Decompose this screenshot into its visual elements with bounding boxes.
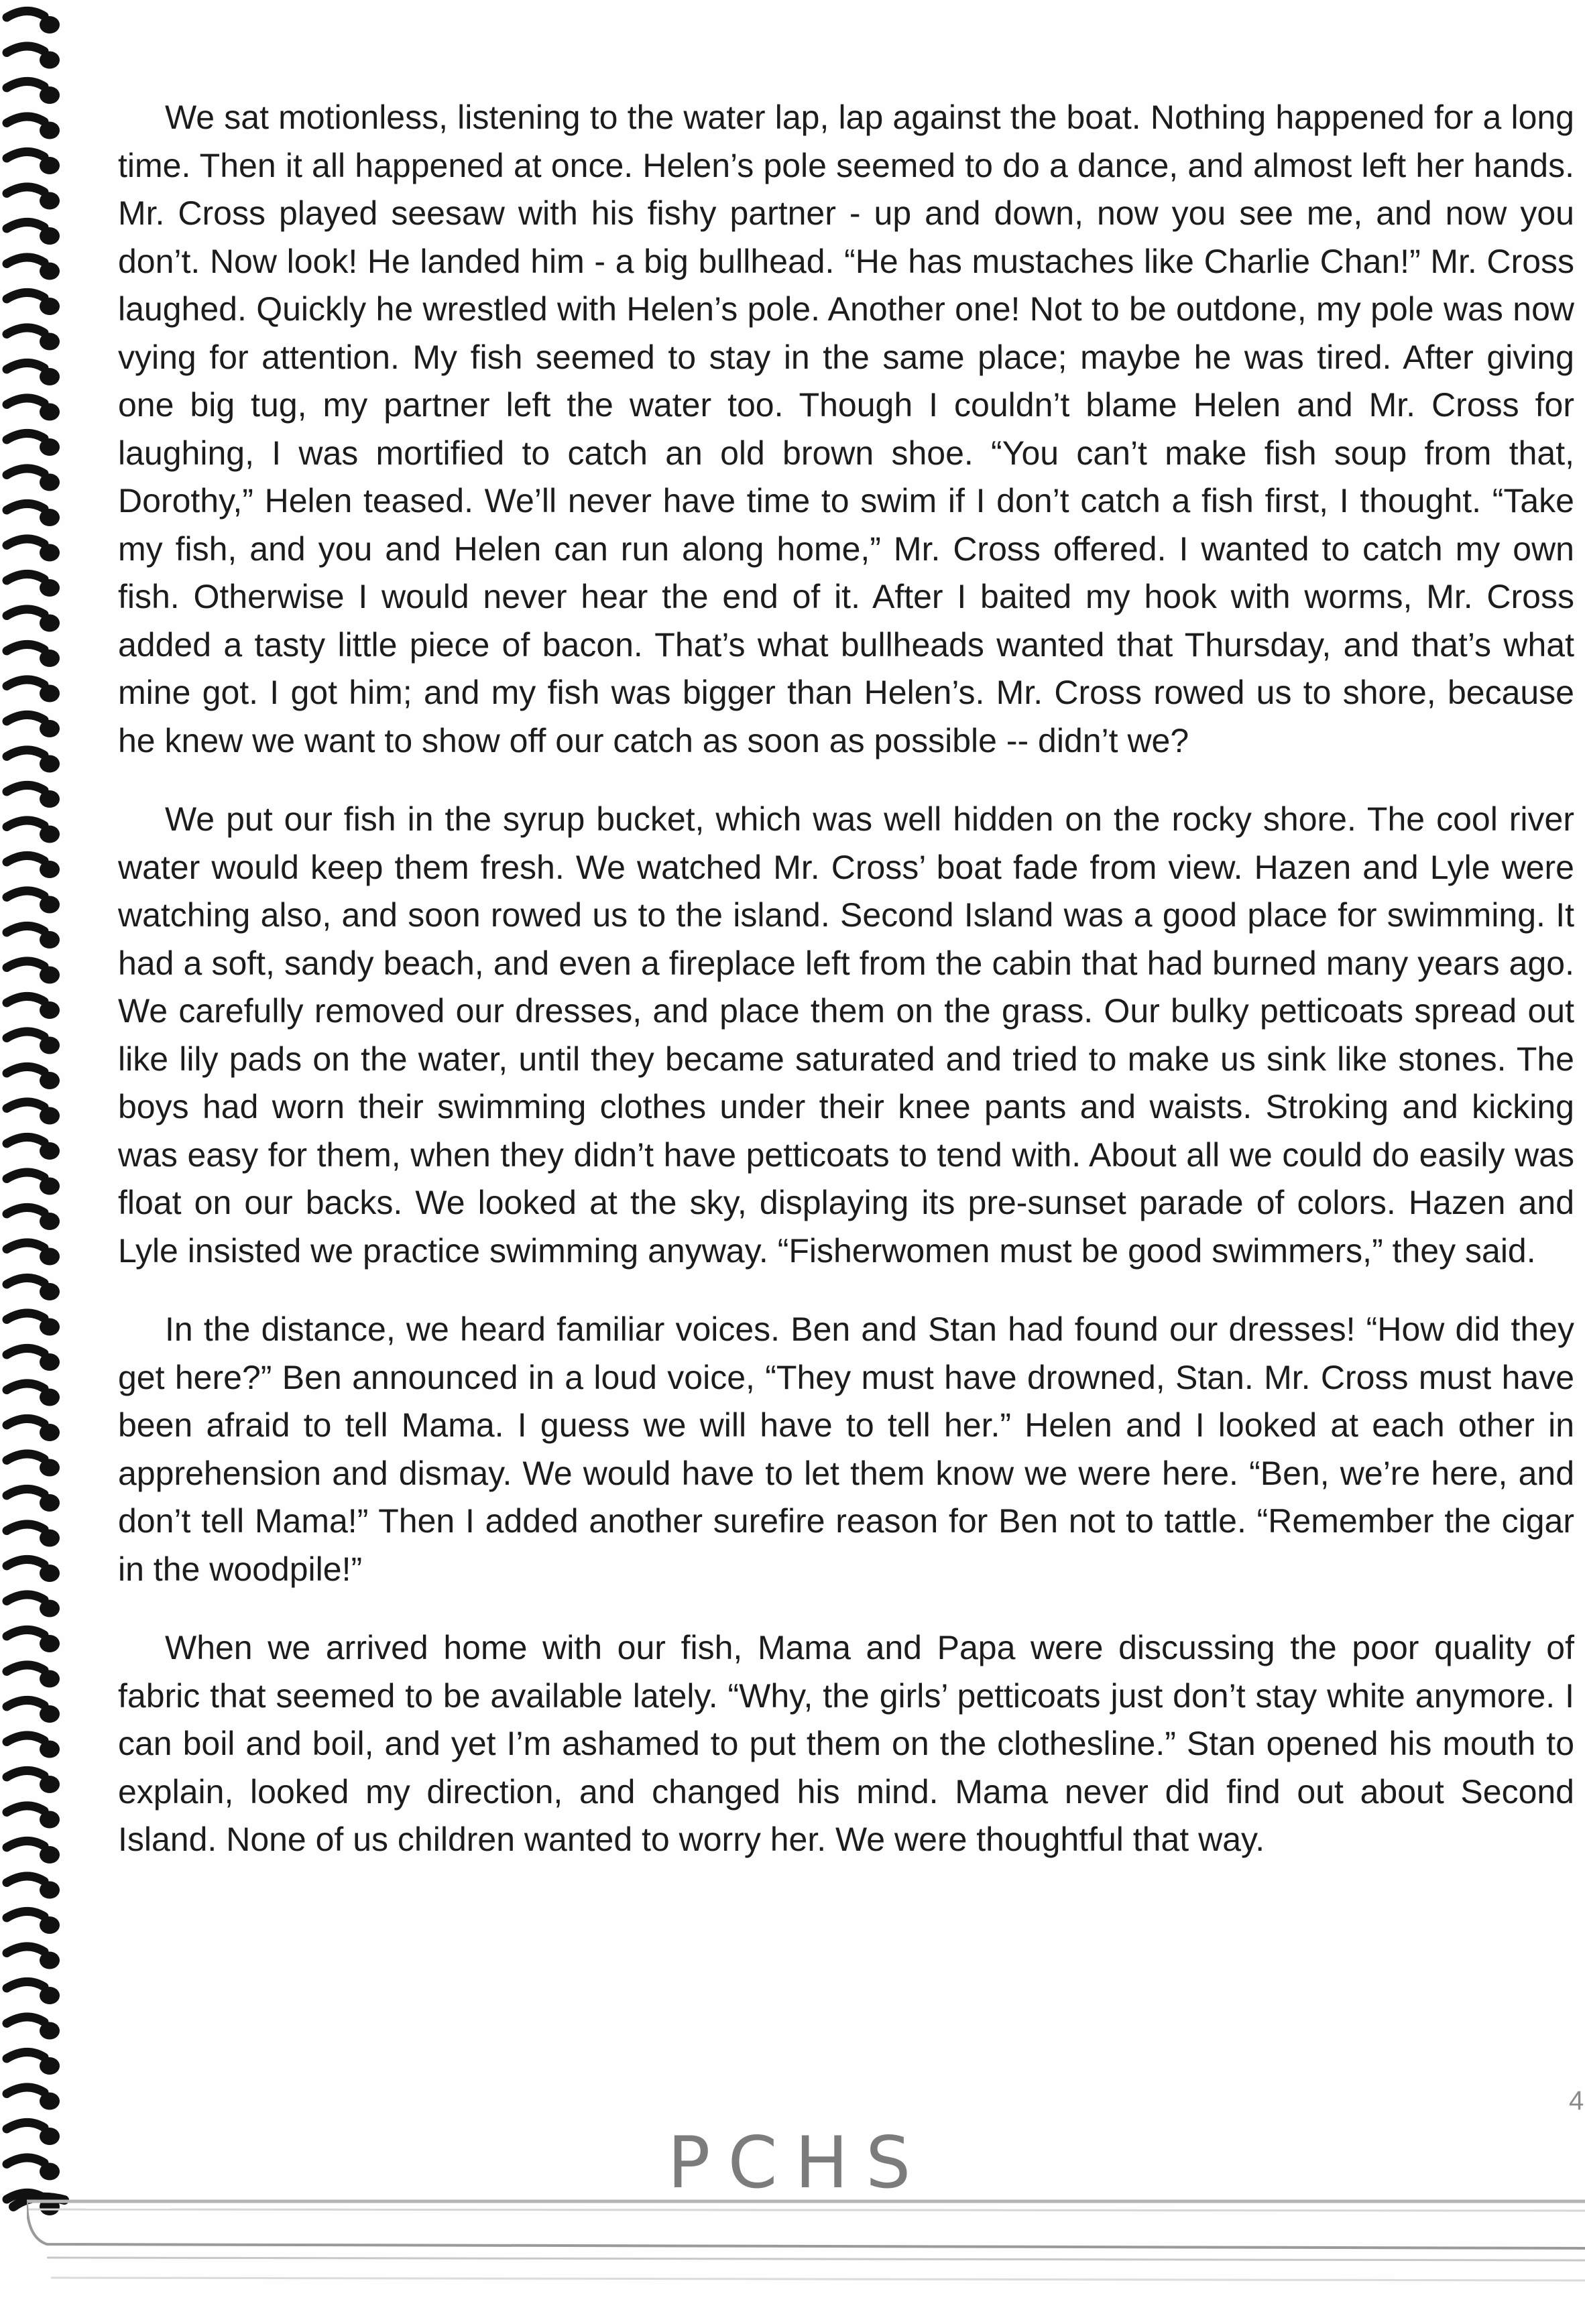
binding-coil (7, 222, 60, 245)
binding-coil (7, 257, 60, 280)
binding-coil (7, 1770, 60, 1793)
binding-coil (7, 926, 60, 949)
binding-coil (7, 891, 60, 914)
binding-coil (7, 469, 60, 491)
spiral-binding-icon (0, 0, 74, 2239)
binding-coil (7, 1700, 60, 1723)
binding-coil (7, 2052, 60, 2075)
body-text (118, 94, 1574, 1864)
binding-coil (7, 1418, 60, 1441)
binding-coil (7, 503, 60, 526)
binding-coil (7, 2158, 60, 2181)
footer-logo-pchs: PCHS (667, 2122, 929, 2204)
binding-coil (7, 1665, 60, 1688)
binding-coil (7, 1066, 60, 1089)
binding-coil (7, 1524, 60, 1547)
binding-coil (7, 363, 60, 385)
binding-coil (7, 1595, 60, 1617)
binding-coil (7, 996, 60, 1019)
binding-coil (7, 1981, 60, 2004)
binding-coil (7, 1032, 60, 1054)
binding-coil (7, 855, 60, 878)
binding-coil (7, 820, 60, 843)
binding-coil (7, 609, 60, 632)
binding-coil (7, 1806, 60, 1829)
binding-coil (7, 81, 60, 104)
binding-coil (7, 644, 60, 667)
binding-coil (7, 46, 60, 69)
binding-coil (7, 433, 60, 456)
page-number: 4 (1569, 2086, 1584, 2116)
binding-coil (7, 1102, 60, 1125)
binding-coil (7, 2087, 60, 2110)
binding-coil (7, 1384, 60, 1406)
paragraph-arrived-home: When we arrived home with our fish, Mama and Papa were discussing the poor quality of fabric that seemed to be available lately. “Why, the girls’ petticoats just don’t stay white anymore. I can boil and boil, and yet I’m ashamed to put them on the clothesline.” Stan opened his mouth to explain, looked my direction, and changed his mind. Mama never did find out about Second Island. None of us children wanted to worry her. We were thoughtful that way. (118, 1629, 1574, 1858)
binding-coil (7, 1735, 60, 1758)
binding-coil (7, 1243, 60, 1266)
binding-coil (7, 680, 60, 702)
paragraph-fishing-trip: We sat motionless, listening to the water lap, lap against the boat. Nothing happened for a long time. Then it all happened at once. Helen’s pole seemed to do a dance, and almost left her hands. Mr. Cross played seesaw with his fishy partner - up and down, now you see me, and now you don’t. Now look! He landed him - a big bullhead. “He has mustaches like Charlie Chan!” Mr. Cross laughed. Quickly he wrestled with Helen’s pole. Another one! Not to be outdone, my pole was now vying for attention. My fish seemed to stay in the same place; maybe he was tired. After giving one big tug, my partner left the water too. Though I couldn’t blame Helen and Mr. Cross for laughing, I was mortified to catch an old brown shoe. “You can’t make fish soup from that, Dorothy,” Helen teased. We’ll never have time to swim if I don’t catch a fish first, I thought. “Take my fish, and you and Helen can run along home,” Mr. Cross offered. I wanted to catch my own fish. Otherwise I would never hear the end of it. After I baited my hook with worms, Mr. Cross added a tasty little piece of bacon. That’s what bullheads wanted that Thursday, and that’s what mine got. I got him; and my fish was bigger than Helen’s. Mr. Cross rowed us to shore, because he knew we want to show off our catch as soon as possible -- didn’t we? (118, 99, 1574, 759)
binding-coil (7, 151, 60, 174)
binding-coil (7, 1348, 60, 1371)
binding-coil (7, 1911, 60, 1934)
binding-coil (7, 1454, 60, 1477)
binding-coil (7, 1947, 60, 1969)
binding-coil (7, 11, 60, 34)
binding-coil (7, 574, 60, 597)
binding-coil (7, 1559, 60, 1582)
binding-coil (7, 1207, 60, 1230)
binding-coil (7, 1137, 60, 1160)
binding-coil (7, 1489, 60, 1512)
page-bottom-edge (27, 2191, 1585, 2324)
binding-coil (7, 292, 60, 315)
paragraph-second-island: We put our fish in the syrup bucket, which was well hidden on the rocky shore. The cool river water would keep them fresh. We watched Mr. Cross’ boat fade from view. Hazen and Lyle were watching also, and soon rowed us to the island. Second Island was a good place for swimming. It had a soft, sandy beach, and even a fireplace left from the cabin that had burned many years ago. We carefully removed our dresses, and place them on the grass. Our bulky petticoats spread out like lily pads on the water, until they became saturated and tried to make us sink like stones. The boys had worn their swimming clothes under their knee pants and waists. Stroking and kicking was easy for them, when they didn’t have petticoats to tend with. About all we could do easily was float on our backs. We looked at the sky, displaying its pre-sunset parade of colors. Hazen and Lyle insisted we practice swimming anyway. “Fisherwomen must be good swimmers,” they said. (118, 800, 1574, 1270)
binding-coil (7, 715, 60, 737)
paragraph-familiar-voices: In the distance, we heard familiar voices. Ben and Stan had found our dresses! “How did they get here?” Ben announced in a loud voice, “They must have drowned, Stan. Mr. Cross must have been afraid to tell Mama. I guess we will have to tell her.” Helen and I looked at each other in apprehension and dismay. We would have to let them know we were here. “Ben, we’re here, and don’t tell Mama!” Then I added another surefire reason for Ben not to tattle. “Remember the cigar in the woodpile!” (118, 1310, 1574, 1588)
binding-coil (7, 1172, 60, 1195)
binding-coil (7, 1630, 60, 1652)
binding-coil (7, 750, 60, 773)
binding-coil (7, 328, 60, 351)
binding-coil (7, 1313, 60, 1336)
binding-coil (7, 1876, 60, 1899)
binding-coil (7, 1841, 60, 1863)
binding-coil (7, 2122, 60, 2145)
binding-coil (7, 117, 60, 139)
binding-coil (7, 398, 60, 421)
binding-coil (7, 187, 60, 210)
binding-coil (7, 1278, 60, 1300)
binding-coil (7, 961, 60, 984)
binding-coil (7, 785, 60, 808)
binding-coil (7, 539, 60, 562)
binding-coil (7, 2017, 60, 2040)
